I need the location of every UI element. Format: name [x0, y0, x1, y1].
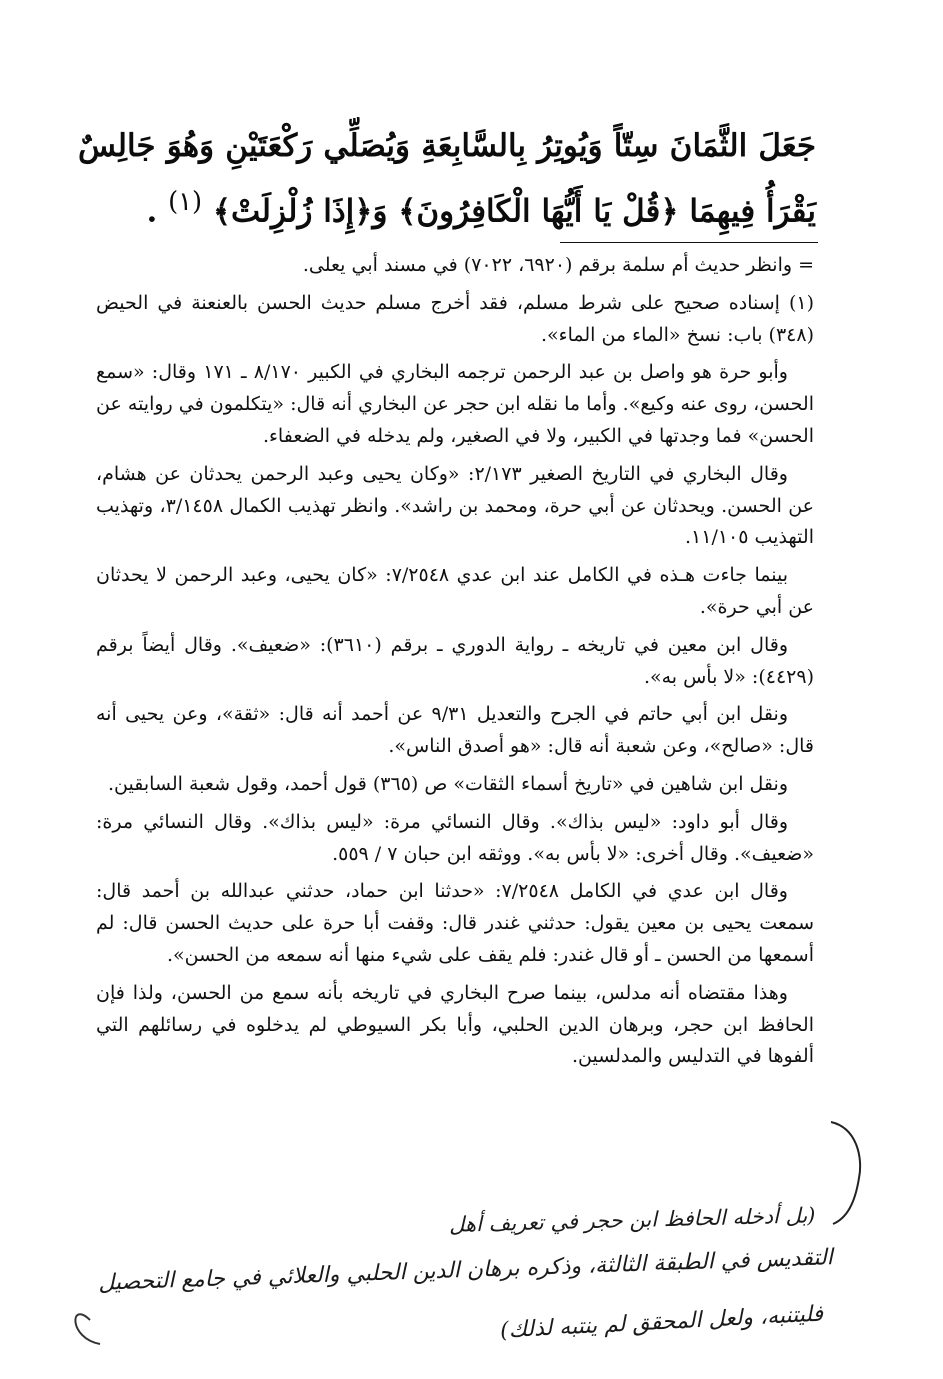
footnote-separator	[560, 242, 818, 243]
hadith-line-1: جَعَلَ الثَّمَانَ سِتّاً وَيُوتِرُ بِالسَّابِعَةِ وَيُصَلِّي رَكْعَتَيْنِ وَهُوَ جَالِسٌ يَقْرَأُ فِيهِمَا	[78, 128, 816, 230]
hadith-text: جَعَلَ الثَّمَانَ سِتّاً وَيُوتِرُ بِالسَّابِعَةِ وَيُصَلِّي رَكْعَتَيْنِ وَهُوَ جَالِسٌ يَقْرَأُ فِيهِمَا ﴿قُلْ يَا أَيُّهَا الْكَافِرُونَ﴾ وَ﴿إِذَا زُلْزِلَتْ﴾ $^{(١)}$ .	[78, 128, 816, 230]
footnote-1-paragraph-8: وقال أبو داود: «ليس بذاك». وقال النسائي مرة: «ليس بذاك». وقال النسائي مرة: «ضعيف». وقال أخرى: «لا بأس به». ووثقه ابن حبان ٧ / ٥٥٩.	[96, 810, 814, 865]
footnotes-block	[96, 250, 814, 1079]
footnote-continuation: = وانظر حديث أم سلمة برقم (٦٩٢٠، ٧٠٢٢) في مسند أبي يعلى.	[302, 254, 814, 276]
handwritten-bracket-icon	[827, 1118, 867, 1228]
footnote-1-paragraph-7: ونقل ابن شاهين في «تاريخ أسماء الثقات» ص (٣٦٥) قول أحمد، وقول شعبة السابقين.	[108, 772, 788, 795]
handwritten-note-line-1: (بل أدخله الحافظ ابن حجر في تعريف أهل	[448, 1203, 816, 1237]
footnote-1-paragraph-5: وقال ابن معين في تاريخه ـ رواية الدوري ـ برقم (٣٦١٠): «ضعيف». وقال أيضاً برقم (٤٤٢٩): «لا بأس به».	[96, 633, 814, 688]
footnote-1-number: (١)	[788, 291, 814, 314]
footnote-1-paragraph-6: ونقل ابن أبي حاتم في الجرح والتعديل ٩/٣١ عن أحمد أنه قال: «ثقة»، وعن يحيى أنه قال: «صالح»، وعن شعبة أنه قال: «هو أصدق الناس».	[96, 703, 814, 758]
handwritten-marks	[60, 1220, 880, 1360]
handwritten-note-line-3: فليتنبه، ولعل المحقق لم ينتبه لذلك)	[499, 1301, 824, 1344]
footnote-1-paragraph-9: وقال ابن عدي في الكامل ٧/٢٥٤٨: «حدثنا ابن حماد، حدثني عبدالله بن أحمد قال: سمعت يحيى بن معين يقول: حدثني غندر قال: وقفت أبا حرة على حديث الحسن قال: لم أسمعها من الحسن ـ أو قال غندر: فلم يقف على شيء منها أنه سمعه من الحسن».	[96, 880, 814, 966]
footnote-1-paragraph-10: وهذا مقتضاه أنه مدلس، بينما صرح البخاري في تاريخه بأنه سمع من الحسن، ولذا فإن الحافظ ابن حجر، وبرهان الدين الحلبي، وأبا بكر السيوطي لم يدخلوه في رسائلهم التي ألفوها في التدليس والمدلسين.	[96, 981, 814, 1068]
footnote-reference: (١)	[168, 187, 203, 217]
footnote-1-paragraph-4: بينما جاءت هـذه في الكامل عند ابن عدي ٧/٢٥٤٨: «كان يحيى، وعبد الرحمن لا يحدثان عن أبي حرة».	[96, 564, 814, 618]
hadith-line-2: ﴿قُلْ يَا أَيُّهَا الْكَافِرُونَ﴾ وَ﴿إِذَا زُلْزِلَتْ﴾	[212, 193, 679, 230]
handwritten-note-line-2: التقديس في الطبقة الثالثة، وذكره برهان الدين الحلبي والعلائي في جامع التحصيل	[97, 1245, 834, 1296]
footnote-1-paragraph-3: وقال البخاري في التاريخ الصغير ٢/١٧٣: «وكان يحيى وعبد الرحمن يحدثان عن هشام، عن الحسن. ويحدثان عن أبي حرة، ومحمد بن راشد». وانظر تهذيب الكمال ٣/١٤٥٨، وتهذيب التهذيب ١١/١٠٥.	[96, 462, 815, 549]
footnote-1-paragraph-2: وأبو حرة هو واصل بن عبد الرحمن ترجمه البخاري في الكبير ٨/١٧٠ ـ ١٧١ وقال: «سمع الحسن، روى عنه وكيع». وأما ما نقله ابن حجر عن البخاري أنه قال: «يتكلمون في روايته عن الحسن» فما وجدتها في الكبير، ولا في الصغير، ولم يدخله في الضعفاء.	[96, 361, 814, 447]
footnote-1-text: إسناده صحيح على شرط مسلم، فقد أخرج مسلم حديث الحسن بالعنعنة في الحيض (٣٤٨) باب: نسخ «الماء من الماء».	[96, 291, 814, 346]
footnote-1-paragraph-1	[96, 288, 814, 352]
